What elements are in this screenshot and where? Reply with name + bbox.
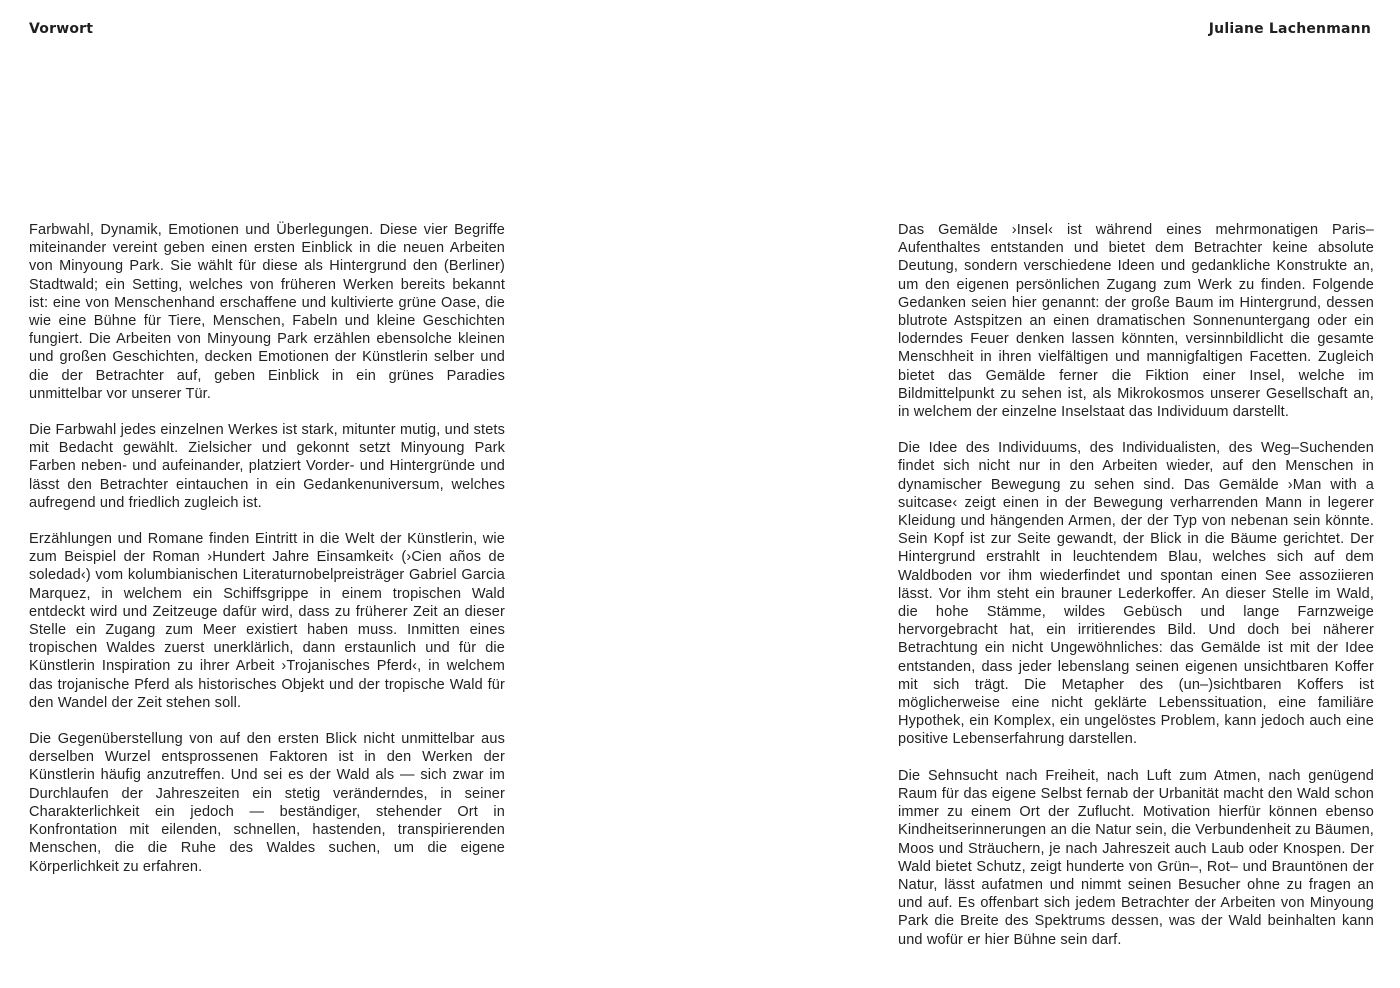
paragraph: Farbwahl, Dynamik, Emotionen und Überlegungen. Diese vier Begriffe miteinander vereint geben einen ersten Einblick in die neuen Arbeiten von Minyoung Park. Sie wählt für diese als Hintergrund den (Berliner) Stadtwald; ein Setting, welches von früheren Werken bereits bekannt ist: eine von Menschenhand erschaffene und kultivierte grüne Oase, die wie eine Bühne für Tiere, Menschen, Fabeln und kleine Geschichten fungiert. Die Arbeiten von Minyoung Park erzählen ebensolche kleinen und großen Geschichten, decken Emotionen der Künstlerin selber und die der Betrachter auf, geben Einblick in ein grünes Paradies unmittelbar vor unserer Tür. (29, 222, 505, 402)
author-name: Juliane Lachenmann (1208, 21, 1371, 37)
paragraph: Das Gemälde ›Insel‹ ist während eines mehrmonatigen Paris–Aufenthaltes entstanden und bietet dem Betrachter keine absolute Deutung, sondern verschiedene Ideen und gedankliche Konstrukte an, um den eigenen persönlichen Zugang zum Werk zu finden. Folgende Gedanken seien hier genannt: der große Baum im Hintergrund, dessen blutrote Astspitzen an einen dramatischen Sonnenuntergang oder ein loderndes Feuer denken lassen könnten, versinnbildlicht die gesamte Menschheit in ihren vielfältigen und mannigfaltigen Facetten. Zugleich bietet das Gemälde ferner die Fiktion einer Insel, welche im Bildmittelpunkt zu sehen ist, als Mikrokosmos unserer Gesellschaft an, in welchem der einzelne Inselstaat das Individuum darstellt. (898, 222, 1374, 421)
right-text-column (898, 221, 1374, 967)
paragraph: Erzählungen und Romane finden Eintritt in die Welt der Künstlerin, wie zum Beispiel der Roman ›Hundert Jahre Einsamkeit‹ (›Cien años de soledad‹) vom kolumbianischen Literaturnobelpreisträger Gabriel Garcia Marquez, in welchem ein Schiffsgrippe in einem tropischen Wald entdeckt wird und Zeitzeuge dafür wird, dass zu früherer Zeit an dieser Stelle ein Zugang zum Meer existiert haben muss. Inmitten eines tropischen Waldes zuerst unerklärlich, dann erstaunlich und für die Künstlerin Inspiration zu ihrer Arbeit ›Trojanisches Pferd‹, in welchem das trojanische Pferd als historisches Objekt und der tropische Wald für den Wandel der Zeit stehen soll. (29, 531, 505, 711)
paragraph: Die Sehnsucht nach Freiheit, nach Luft zum Atmen, nach genügend Raum für das eigene Selbst fernab der Urbanität macht den Wald schon immer zu einem Ort der Zuflucht. Motivation hierfür können ebenso Kindheitserinnerungen an die Natur sein, die Verbundenheit zu Bäumen, Moos und Sträuchern, je nach Jahreszeit auch Laub oder Knospen. Der Wald bietet Schutz, zeigt hunderte von Grün–, Rot– und Brauntönen der Natur, lässt aufatmen und nimmt seinen Besucher ohne zu fragen an und auf. Es offenbart sich jedem Betrachter der Arbeiten von Minyoung Park die Breite des Spektrums dessen, was der Wald beinhalten kann und wofür er hier Bühne sein darf. (898, 767, 1374, 948)
paragraph: Die Idee des Individuums, des Individualisten, des Weg–Suchenden findet sich nicht nur in den Arbeiten wieder, auf den Menschen in dynamischer Bewegung zu sehen sind. Das Gemälde ›Man with a suitcase‹ zeigt einen in der Bewegung verharrenden Mann in legerer Kleidung und hängenden Armen, der der Typ von nebenan sein könnte. Sein Kopf ist zur Seite gewandt, der Blick in die Bäume gerichtet. Der Hintergrund erstrahlt in leuchtendem Blau, welches sich auf dem Waldboden vor ihm wiederfindet und spontan einen See assoziieren lässt. Vor ihm steht ein brauner Lederkoffer. An dieser Stelle im Wald, die hohe Stämme, wildes Gebüsch und lange Farnzweige hervorgebracht hat, ein irritierendes Bild. Und doch bei näherer Betrachtung ein nicht Ungewöhnliches: das Gemälde ist mit der Idee entstanden, dass jeder lebenslang seinen eigenen unsichtbaren Koffer mit sich trägt. Die Metapher des (un–)sichtbaren Koffers ist möglicherweise eine nicht geklärte Lebenssituation, eine familiäre Hypothek, ein Komplex, ein ungelöstes Problem, kann jedoch auch eine positive Lebenserfahrung darstellen. (898, 440, 1374, 748)
paragraph: Die Gegenüberstellung von auf den ersten Blick nicht unmittelbar aus derselben Wurzel entsprossenen Faktoren ist in den Werken der Künstlerin häufig anzutreffen. Und sei es der Wald als — sich zwar im Durchlaufen der Jahreszeiten ein stetig veränderndes, in seiner Charakterlichkeit ein jedoch — beständiger, stehender Ort in Konfrontation mit eilenden, schnellen, hastenden, transpirierenden Menschen, die die Ruhe des Waldes suchen, um die eigene Körperlichkeit zu erfahren. (29, 731, 505, 875)
left-text-column (29, 221, 505, 894)
paragraph: Die Farbwahl jedes einzelnen Werkes ist stark, mitunter mutig, und stets mit Bedacht gewählt. Zielsicher und gekonnt setzt Minyoung Park Farben neben- und aufeinander, platziert Vorder- und Hintergründe und lässt den Betrachter eintauchen in ein Gedankenuniversum, welches aufregend und friedlich zugleich ist. (29, 422, 505, 511)
section-title: Vorwort (29, 21, 94, 37)
